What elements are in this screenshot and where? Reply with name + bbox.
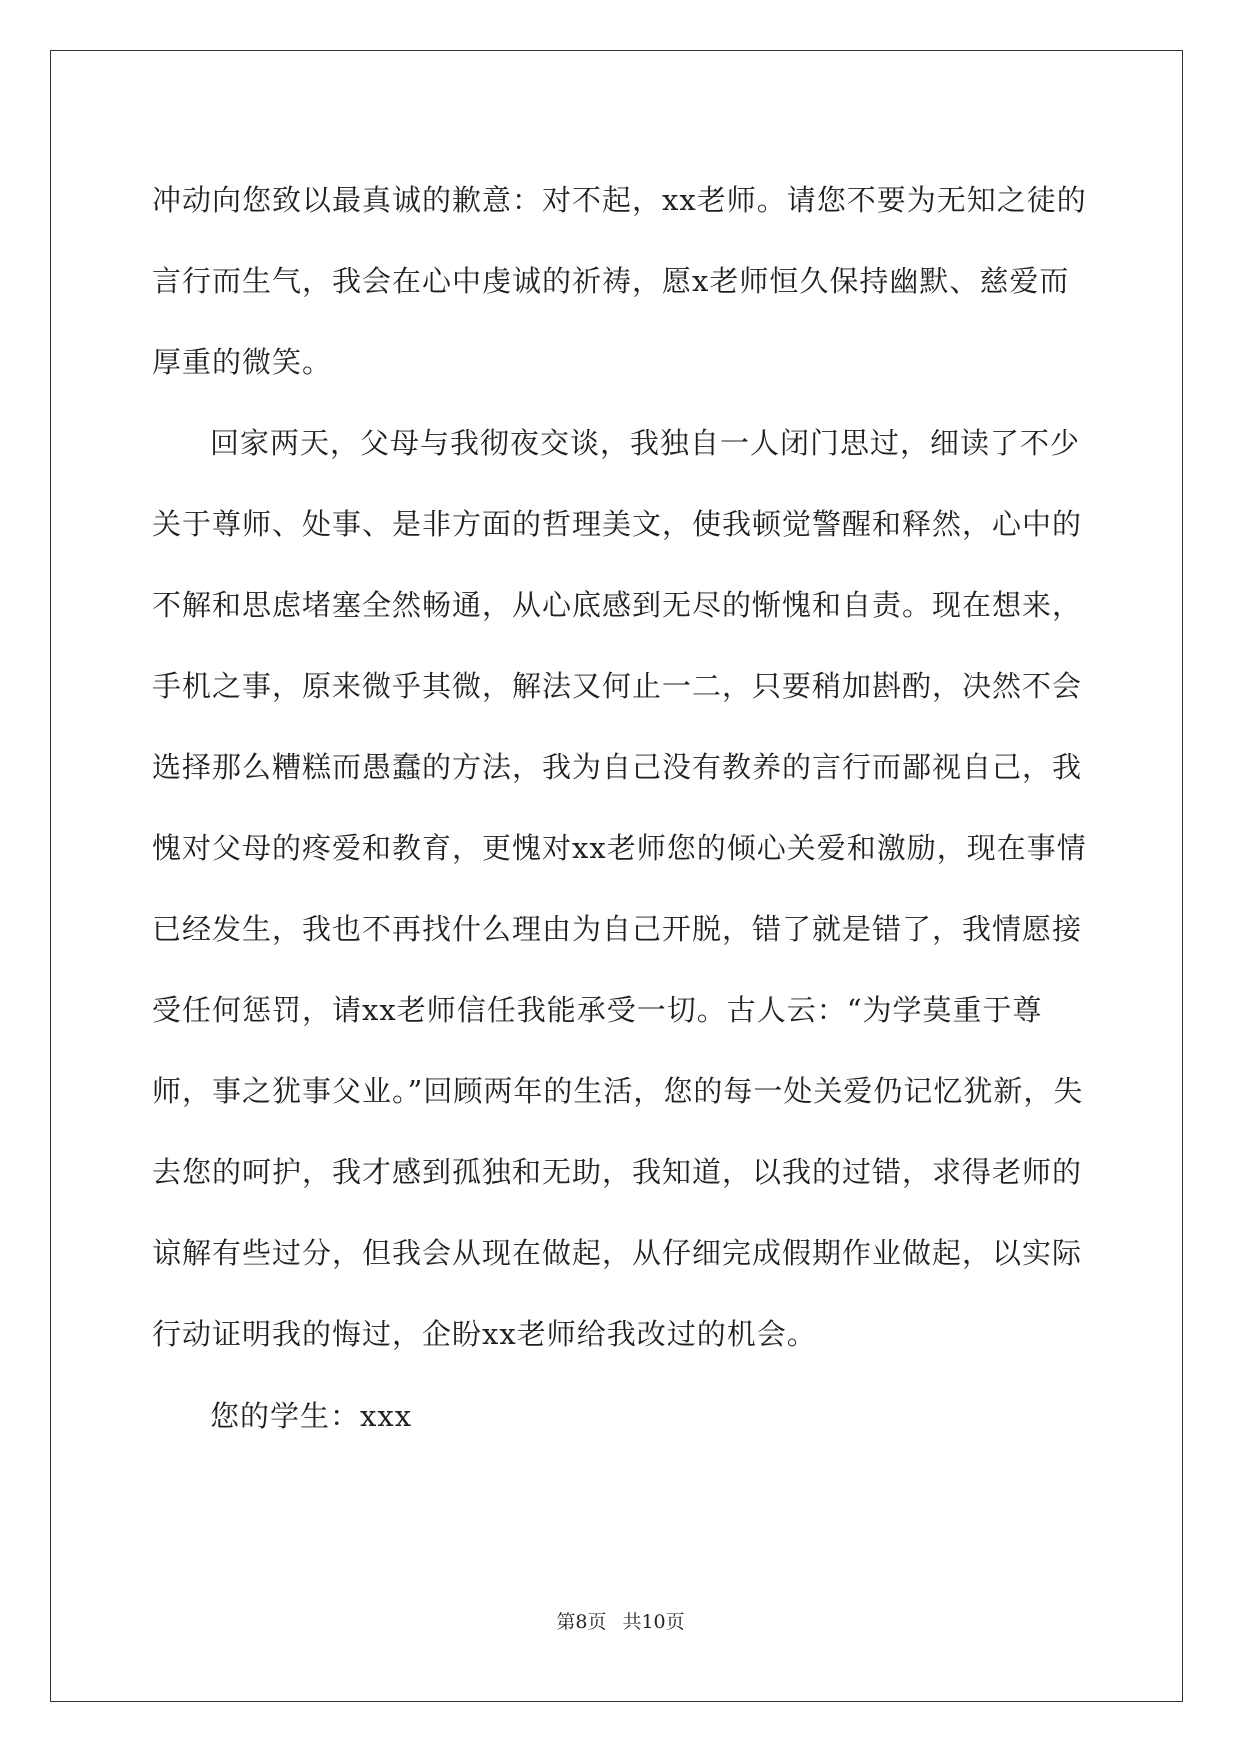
- page-footer: [0, 1610, 1241, 1634]
- signature-line: 您的学生：xxx: [210, 1399, 413, 1433]
- page-number-current: 第8页: [556, 1611, 607, 1633]
- paragraph-reflection: 回家两天，父母与我彻夜交谈，我独自一人闭门思过，细读了不少关于尊师、处事、是非方面的哲理美文，使我顿觉警醒和释然，心中的不解和思虑堵塞全然畅通，从心底感到无尽的惭愧和自责。现在想来，手机之事，原来微乎其微，解法又何止一二，只要稍加斟酌，决然不会选择那么糟糕而愚蠢的方法，我为自己没有教养的言行而鄙视自己，我愧对父母的疼爱和教育，更愧对xx老师您的倾心关爱和激励，现在事情已经发生，我也不再找什么理由为自己开脱，错了就是错了，我情愿接受任何惩罚，请xx老师信任我能承受一切。古人云：“为学莫重于尊师，事之犹事父业。”回顾两年的生活，您的每一处关爱仍记忆犹新，失去您的呵护，我才感到孤独和无助，我知道，以我的过错，求得老师的谅解有些过分，但我会从现在做起，从仔细完成假期作业做起，以实际行动证明我的悔过，企盼xx老师给我改过的机会。: [152, 426, 1087, 1351]
- page-number-total: 共10页: [622, 1611, 685, 1633]
- letter-body: [152, 160, 1092, 1457]
- paragraph-apology: 冲动向您致以最真诚的歉意：对不起，xx老师。请您不要为无知之徒的言行而生气，我会在心中虔诚的祈祷，愿x老师恒久保持幽默、慈爱而厚重的微笑。: [152, 183, 1087, 379]
